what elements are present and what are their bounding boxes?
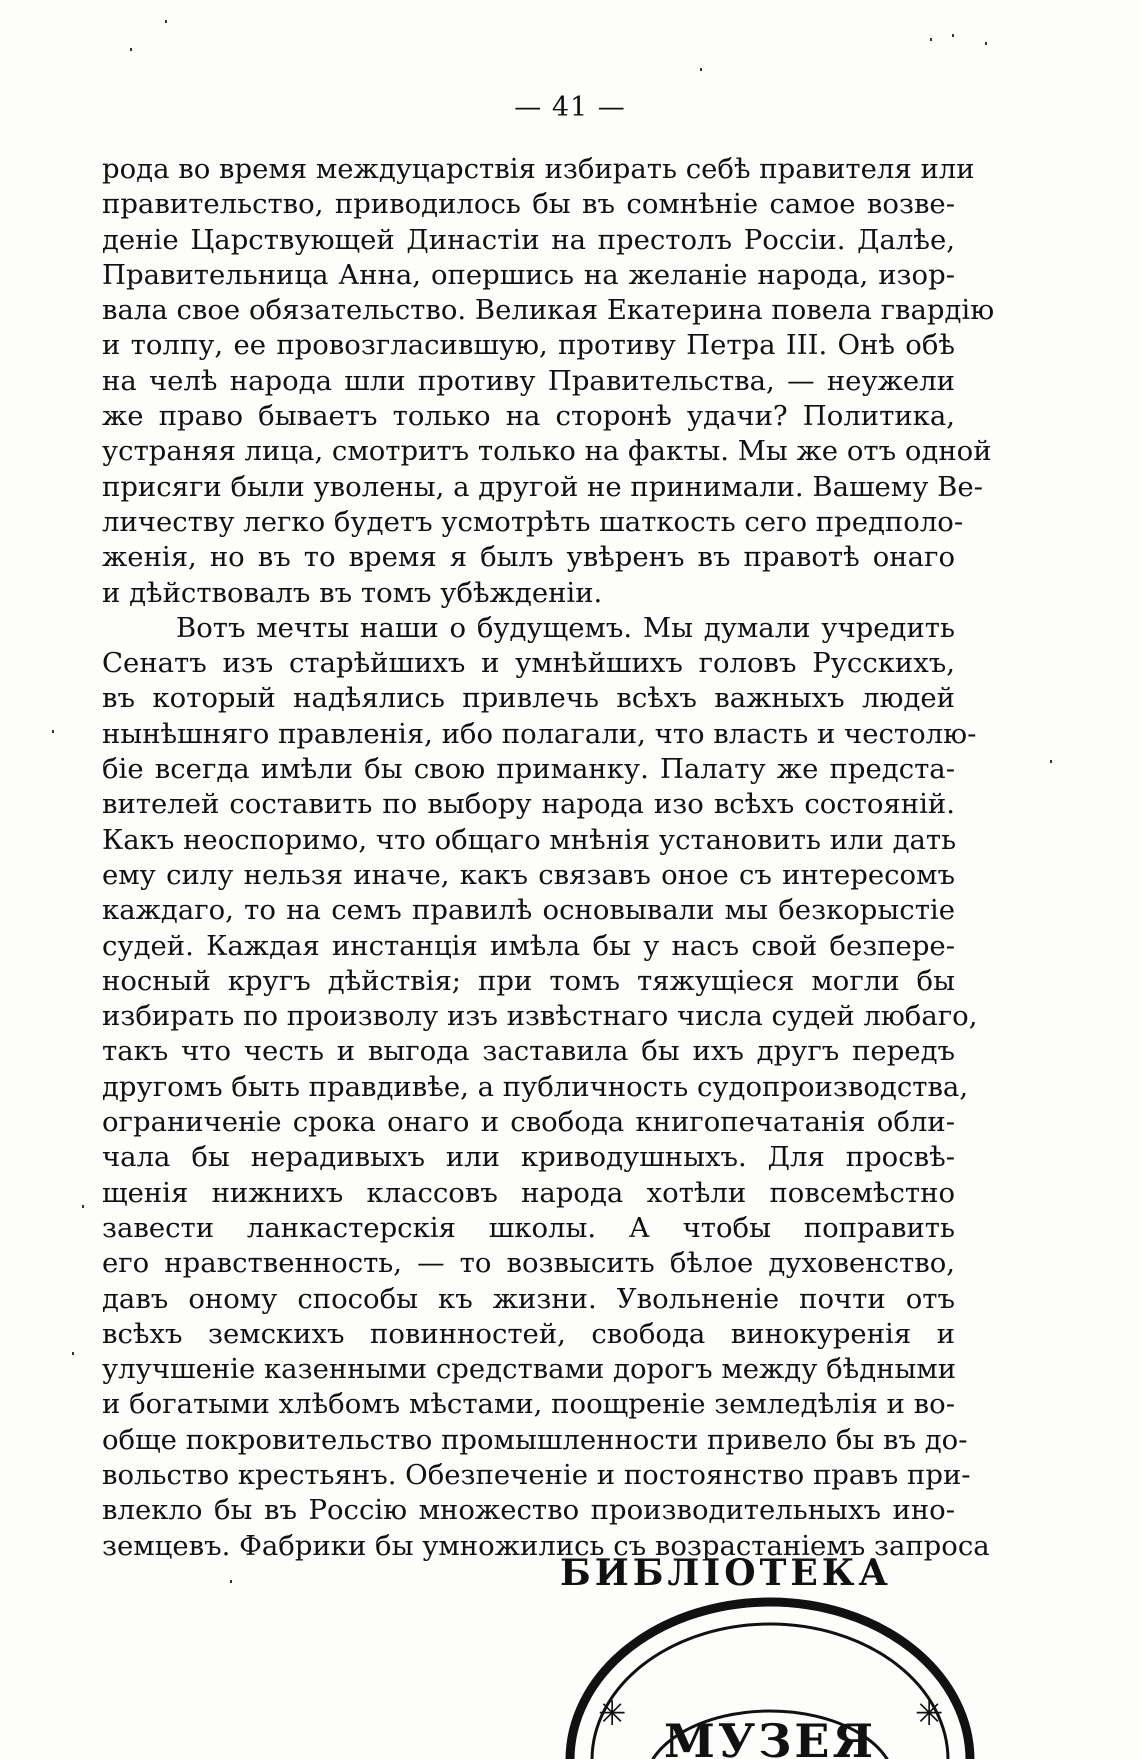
text-line: щенія нижнихъ классовъ народа хотѣли повсемѣстно (102, 1176, 955, 1209)
body-text (102, 152, 995, 1564)
paragraph-1 (102, 152, 995, 611)
text-line: вольство крестьянъ. Обезпеченіе и постоянство правъ при- (102, 1458, 971, 1491)
text-line: такъ что честь и выгода заставила бы ихъ другъ передъ (102, 1035, 955, 1068)
text-line: рода во время междуцарствія избирать себѣ правителя или (102, 153, 975, 185)
text-line: присяги были уволены, а другой не принимали. Вашему Ве- (102, 470, 983, 503)
speck (52, 730, 54, 733)
text-line: обще покровительство промышленности привело бы въ до- (102, 1423, 968, 1456)
text-line: носный кругъ дѣйствія; при томъ тяжущіеся могли бы (102, 964, 955, 997)
stamp-top-text: БИБЛІОТЕКА (560, 1552, 892, 1594)
text-line: и толпу, ее провозгласившую, противу Петра III. Онѣ обѣ (102, 329, 955, 362)
text-line: правительство, приводилось бы въ сомнѣніе самое возве- (102, 188, 955, 221)
speck (230, 1580, 232, 1583)
text-line: завести ланкастерскія школы. А чтобы поправить (102, 1211, 955, 1244)
text-line: другомъ быть правдивѣе, а публичность судопроизводства, (102, 1070, 969, 1103)
text-line: личеству легко будетъ усмотрѣть шаткость сего предполо- (102, 505, 964, 538)
paragraph-2 (102, 611, 990, 1564)
star-icon: ✳ (915, 1694, 944, 1734)
text-line: чала бы нерадивыхъ или криводушныхъ. Для просвѣ- (102, 1141, 955, 1174)
text-line: вала свое обязательство. Великая Екатерина повела гвардію (102, 294, 995, 327)
text-line: же право бываетъ только на сторонѣ удачи? Политика, (102, 400, 955, 433)
text-line: влекло бы въ Россію множество производительныхъ ино- (102, 1494, 955, 1527)
text-line: біе всегда имѣли бы свою приманку. Палату же предста- (102, 753, 955, 786)
speck (930, 38, 932, 41)
stamp-graphic (560, 1552, 980, 1759)
text-line: вителей составить по выбору народа изо всѣхъ состояній. (102, 788, 955, 821)
text-line: ему силу нельзя иначе, какъ связавъ оное съ интересомъ (102, 858, 955, 891)
speck (952, 34, 954, 37)
text-line: нынѣшняго правленія, ибо полагали, что власть и честолю- (102, 717, 977, 750)
text-line: каждаго, то на семъ правилѣ основывали мы безкорыстіе (102, 894, 955, 927)
library-stamp (560, 1552, 980, 1759)
text-line: Правительница Анна, опершись на желаніе народа, изор- (102, 258, 955, 291)
text-line: улучшеніе казенными средствами дорогъ между бѣдными (102, 1353, 957, 1386)
text-line: давъ оному способы къ жизни. Увольненіе почти отъ (102, 1282, 955, 1315)
text-line: судей. Каждая инстанція имѣла бы у насъ свой безпере- (102, 929, 955, 962)
stamp-main-text: МУЗЕЯ (663, 1714, 877, 1759)
text-line: его нравственность, — то возвысить бѣлое духовенство, (102, 1247, 955, 1280)
star-icon: ✳ (598, 1694, 627, 1734)
speck (1050, 760, 1052, 763)
text-line: Вотъ мечты наши о будущемъ. Мы думали учредить (176, 611, 955, 644)
speck (82, 1205, 84, 1208)
speck (700, 68, 702, 71)
text-line: на челѣ народа шли противу Правительства, — неужели (102, 364, 955, 397)
text-line: ограниченіе срока онаго и свобода книгопечатанія обли- (102, 1106, 955, 1139)
speck (72, 1352, 74, 1355)
text-line: всѣхъ земскихъ повинностей, свобода винокуренія и (102, 1317, 955, 1350)
text-line: женія, но въ то время я былъ увѣренъ въ правотѣ онаго (102, 541, 955, 574)
page-number: — 41 — (514, 92, 626, 123)
text-line: устраняя лица, смотритъ только на факты. Мы же отъ одной (102, 435, 992, 468)
text-line: земцевъ. Фабрики бы умножились съ возрастаніемъ запроса (102, 1529, 990, 1562)
text-line: и дѣйствовалъ въ томъ убѣжденіи. (102, 576, 603, 609)
text-line: деніе Царствующей Династіи на престолъ Россіи. Далѣе, (102, 223, 955, 256)
speck (130, 48, 132, 51)
text-line: избирать по произволу изъ извѣстнаго числа судей любаго, (102, 1000, 978, 1033)
text-line: и богатыми хлѣбомъ мѣстами, поощреніе земледѣлія и во- (102, 1388, 955, 1421)
speck (165, 20, 167, 23)
text-line: Какъ неоспоримо, что общаго мнѣнія установить или дать (102, 823, 957, 856)
text-line: Сенатъ изъ старѣйшихъ и умнѣйшихъ головъ Русскихъ, (102, 647, 955, 680)
speck (985, 42, 987, 45)
text-line: въ который надѣялись привлечь всѣхъ важныхъ людей (102, 682, 955, 715)
